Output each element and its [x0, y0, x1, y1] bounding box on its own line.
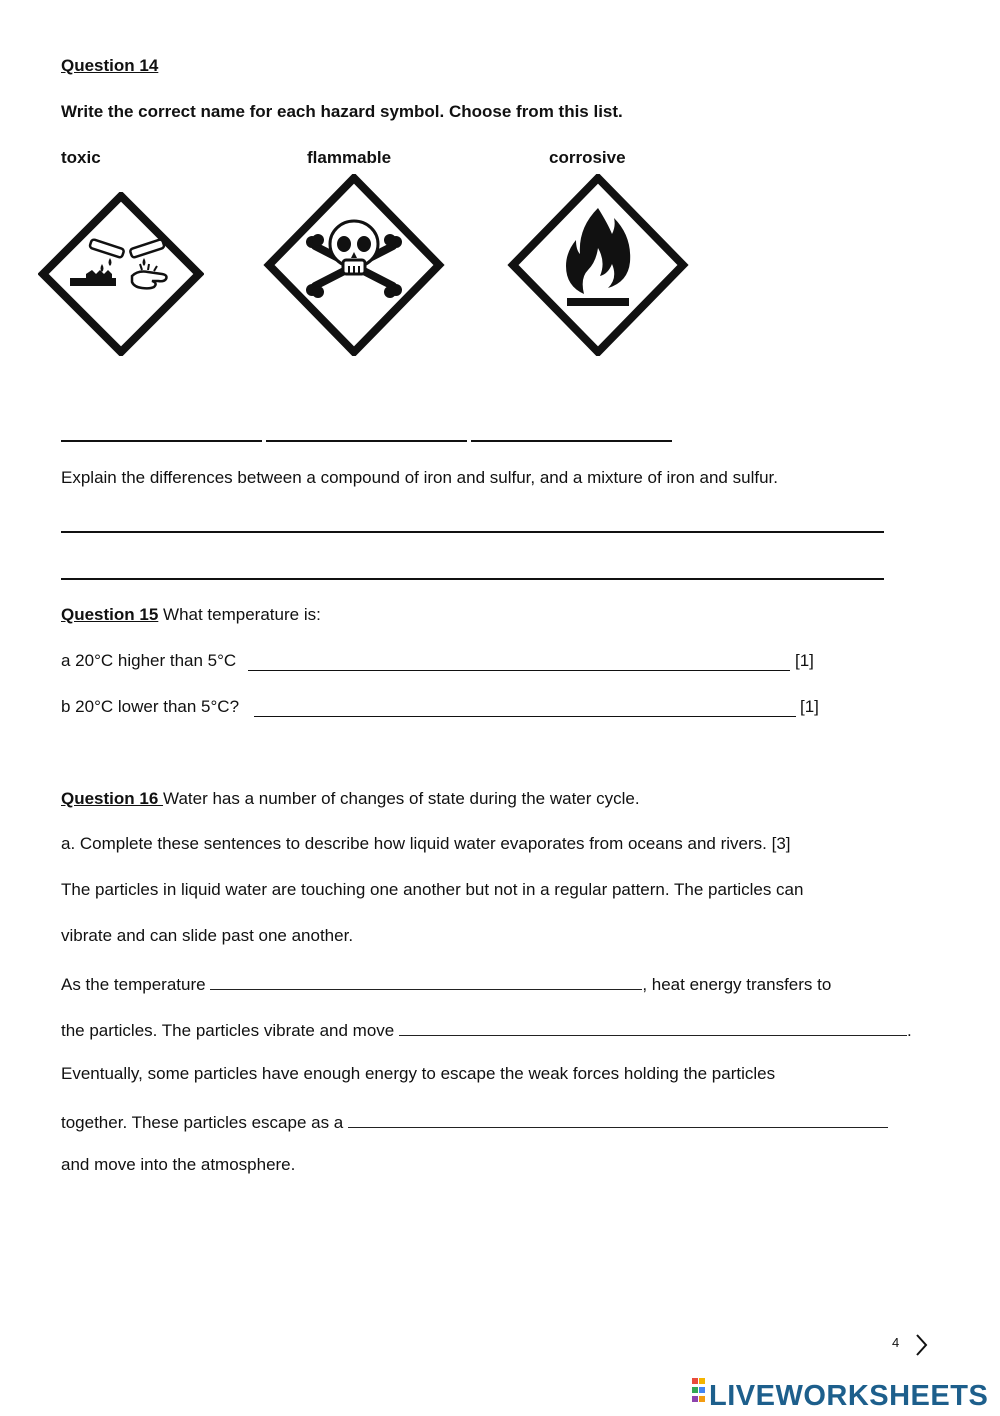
choice-toxic: toxic — [61, 148, 101, 167]
sentence-vibrate — [61, 1018, 912, 1041]
question-15-heading: Question 15 — [61, 605, 159, 624]
toxic-hazard-icon — [263, 174, 445, 356]
sentence-escape — [61, 1110, 888, 1133]
question-14-heading: Question 14 — [61, 56, 159, 75]
question-15b-mark: [1] — [800, 697, 819, 716]
question-14-instruction: Write the correct name for each hazard symbol. Choose from this list. — [61, 102, 623, 121]
temperature-blank[interactable] — [210, 972, 642, 990]
question-15b-answer-line[interactable] — [254, 716, 796, 717]
question-16-line — [61, 789, 640, 809]
question-15-line — [61, 605, 321, 625]
question-15a — [61, 651, 236, 671]
choice-corrosive: corrosive — [549, 148, 626, 167]
logo-tiles-icon — [692, 1376, 706, 1403]
choice-flammable: flammable — [307, 148, 392, 167]
flammable-hazard-icon — [507, 174, 689, 356]
explain-answer-line-2[interactable] — [61, 578, 884, 580]
sentence-temperature-end: , heat energy transfers to — [642, 975, 832, 994]
paragraph-line-2: vibrate and can slide past one another. — [61, 926, 354, 945]
sentence-eventually: Eventually, some particles have enough energy to escape the weak forces holding the particles — [61, 1064, 776, 1083]
corrosive-hazard-icon — [38, 192, 204, 356]
question-15a-text: a 20°C higher than 5°C — [61, 651, 237, 670]
question-16-prompt: Water has a number of changes of state during the water cycle. — [163, 789, 640, 808]
paragraph-line-1: The particles in liquid water are touching one another but not in a regular pattern. The particles can — [61, 880, 804, 899]
page-number: 4 — [892, 1335, 900, 1350]
question-15a-answer-line[interactable] — [248, 670, 790, 671]
sentence-atmosphere: and move into the atmosphere. — [61, 1155, 296, 1174]
chevron-right-icon[interactable] — [912, 1332, 930, 1358]
question-16a-text: a. Complete these sentences to describe how liquid water evaporates from oceans and rivers. [3] — [61, 834, 791, 853]
question-15-prompt: What temperature is: — [158, 605, 321, 624]
sentence-vibrate-start: the particles. The particles vibrate and move — [61, 1021, 399, 1040]
explain-prompt: Explain the differences between a compound of iron and sulfur, and a mixture of iron and sulfur. — [61, 468, 778, 487]
question-15a-mark: [1] — [795, 651, 814, 670]
sentence-temperature — [61, 972, 831, 995]
vibrate-blank[interactable] — [399, 1018, 907, 1036]
liveworksheets-logo — [692, 1376, 988, 1413]
answer-line-symbol-2[interactable] — [266, 440, 467, 442]
sentence-escape-start: together. These particles escape as a — [61, 1113, 348, 1132]
escape-blank[interactable] — [348, 1110, 888, 1128]
explain-answer-line-1[interactable] — [61, 531, 884, 533]
answer-line-symbol-1[interactable] — [61, 440, 262, 442]
question-15b-text: b 20°C lower than 5°C? — [61, 697, 240, 716]
sentence-temperature-start: As the temperature — [61, 975, 211, 994]
brand-name: LIVEWORKSHEETS — [709, 1380, 989, 1412]
sentence-vibrate-end: . — [906, 1021, 912, 1040]
answer-line-symbol-3[interactable] — [471, 440, 672, 442]
question-16-heading: Question 16 — [61, 789, 164, 808]
